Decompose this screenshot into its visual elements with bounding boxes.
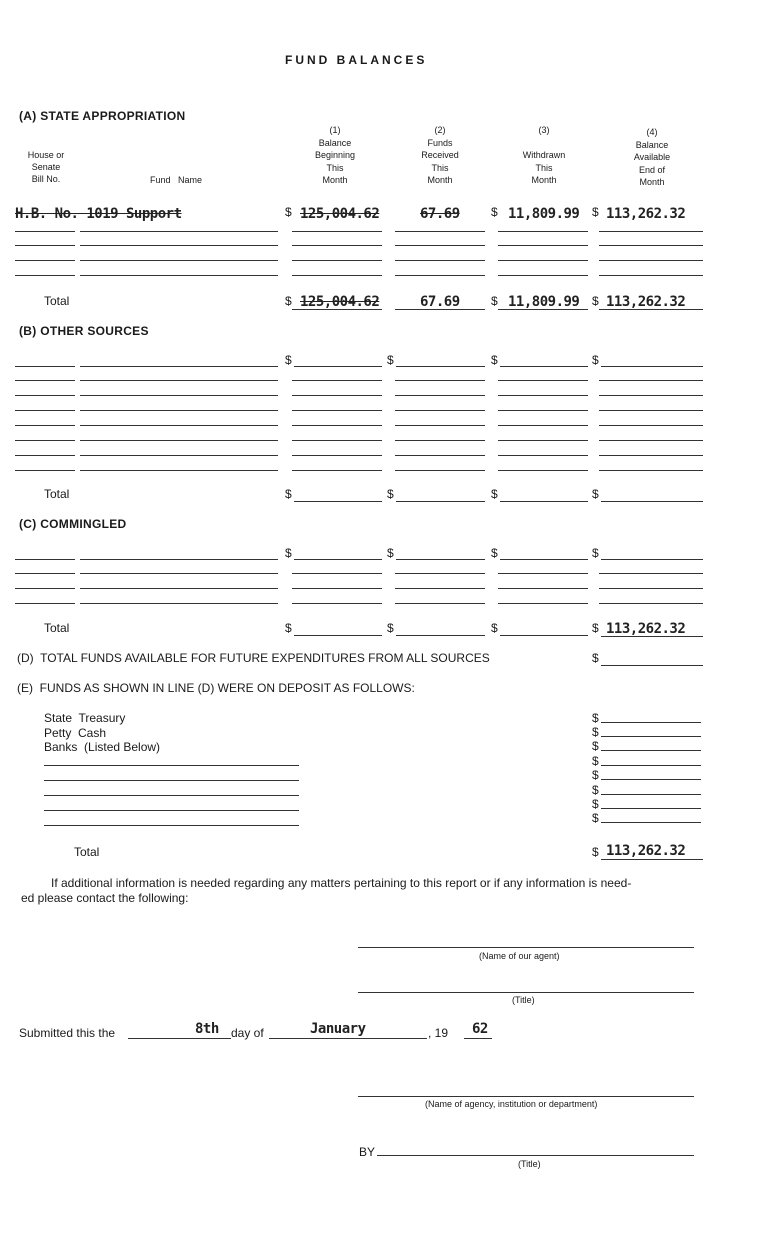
col-header-3: (3) Withdrawn This Month bbox=[522, 125, 566, 185]
section-a-heading: (A) STATE APPROPRIATION bbox=[19, 109, 186, 123]
currency-sign: $ bbox=[592, 845, 599, 859]
submitted-month-line bbox=[269, 1038, 427, 1039]
submitted-day-of: day of bbox=[231, 1026, 264, 1040]
currency-sign: $ bbox=[491, 353, 498, 367]
section-a-total-label: Total bbox=[44, 294, 70, 308]
section-c-total-label: Total bbox=[44, 621, 70, 635]
deposit-state-treasury: State Treasury bbox=[44, 711, 126, 725]
submitted-month: January bbox=[310, 1021, 366, 1037]
currency-sign: $ bbox=[387, 546, 394, 560]
currency-sign: $ bbox=[592, 651, 599, 665]
section-b-total-label: Total bbox=[44, 487, 70, 501]
deposits-total-value: 113,262.32 bbox=[606, 843, 686, 859]
line-e-label: (E) FUNDS AS SHOWN IN LINE (D) WERE ON DEPOSIT AS FOLLOWS: bbox=[17, 681, 415, 695]
col-header-1: (1) Balance Beginning This Month bbox=[314, 125, 356, 185]
submitted-day-line bbox=[128, 1038, 231, 1039]
currency-sign: $ bbox=[592, 621, 599, 635]
submitted-day: 8th bbox=[195, 1021, 219, 1037]
row1-bill-fund: H.B. No. 1019 Support bbox=[15, 206, 182, 222]
row1-balance-beginning: 125,004.62 bbox=[300, 206, 380, 222]
agent-name-line bbox=[358, 947, 694, 948]
agent-title-line bbox=[358, 992, 694, 993]
contact-instructions: If additional information is needed regarding any matters pertaining to this report or if any information is need- ed please contact the following: bbox=[21, 876, 632, 905]
currency-sign: $ bbox=[285, 546, 292, 560]
row1-withdrawn: 11,809.99 bbox=[508, 206, 580, 222]
currency-sign: $ bbox=[592, 487, 599, 501]
total-balance-end: 113,262.32 bbox=[606, 294, 686, 310]
deposits-total-label: Total bbox=[74, 845, 100, 859]
currency-sign: $ bbox=[285, 353, 292, 367]
line-d-underline bbox=[601, 665, 703, 666]
currency-sign: $ bbox=[387, 621, 394, 635]
currency-sign: $ bbox=[285, 487, 292, 501]
section-c-total-balance-end: 113,262.32 bbox=[606, 621, 686, 637]
by-signature-line bbox=[377, 1155, 694, 1156]
currency-sign: $ bbox=[491, 205, 498, 219]
currency-sign: $ bbox=[387, 353, 394, 367]
currency-sign: $ bbox=[387, 487, 394, 501]
submitted-year-line bbox=[464, 1038, 492, 1039]
submitted-prefix: Submitted this the bbox=[19, 1026, 116, 1040]
section-b-heading: (B) OTHER SOURCES bbox=[19, 324, 149, 338]
col-header-bill: House or Senate Bill No. bbox=[27, 150, 65, 184]
row1-funds-received: 67.69 bbox=[420, 206, 460, 222]
agency-name-line bbox=[358, 1096, 694, 1097]
deposit-petty-cash: Petty Cash bbox=[44, 726, 107, 740]
row1-balance-end: 113,262.32 bbox=[606, 206, 686, 222]
currency-sign: $ bbox=[491, 294, 498, 308]
currency-sign: $ bbox=[592, 205, 599, 219]
col-header-fund: Fund Name bbox=[150, 175, 203, 185]
section-c-heading: (C) COMMINGLED bbox=[19, 517, 127, 531]
currency-sign: $ bbox=[285, 294, 292, 308]
total-balance-beginning: 125,004.62 bbox=[300, 294, 380, 310]
deposit-banks: Banks (Listed Below) bbox=[44, 740, 161, 754]
submitted-year-prefix: , 19 bbox=[428, 1026, 449, 1040]
col-header-2: (2) Funds Received This Month bbox=[421, 125, 459, 185]
currency-sign: $ bbox=[285, 205, 292, 219]
agency-caption: (Name of agency, institution or department) bbox=[425, 1099, 598, 1109]
agent-caption: (Name of our agent) bbox=[479, 951, 560, 961]
line-d-label: (D) TOTAL FUNDS AVAILABLE FOR FUTURE EXPENDITURES FROM ALL SOURCES bbox=[17, 651, 490, 665]
agent-title-caption: (Title) bbox=[512, 995, 535, 1005]
currency-sign: $ bbox=[491, 487, 498, 501]
currency-sign: $ bbox=[491, 546, 498, 560]
currency-sign: $ bbox=[592, 353, 599, 367]
submitted-year: 62 bbox=[472, 1021, 488, 1037]
total-withdrawn: 11,809.99 bbox=[508, 294, 580, 310]
by-title-caption: (Title) bbox=[518, 1159, 541, 1169]
currency-sign: $ bbox=[592, 294, 599, 308]
currency-sign: $ bbox=[592, 546, 599, 560]
by-label: BY bbox=[359, 1145, 376, 1159]
deposits-total-underline bbox=[601, 859, 703, 860]
page-title: FUND BALANCES bbox=[285, 53, 428, 67]
total-funds-received: 67.69 bbox=[420, 294, 460, 310]
currency-sign: $ bbox=[285, 621, 292, 635]
currency-sign: $ bbox=[491, 621, 498, 635]
col-header-4: (4) Balance Available End of Month bbox=[633, 127, 671, 187]
